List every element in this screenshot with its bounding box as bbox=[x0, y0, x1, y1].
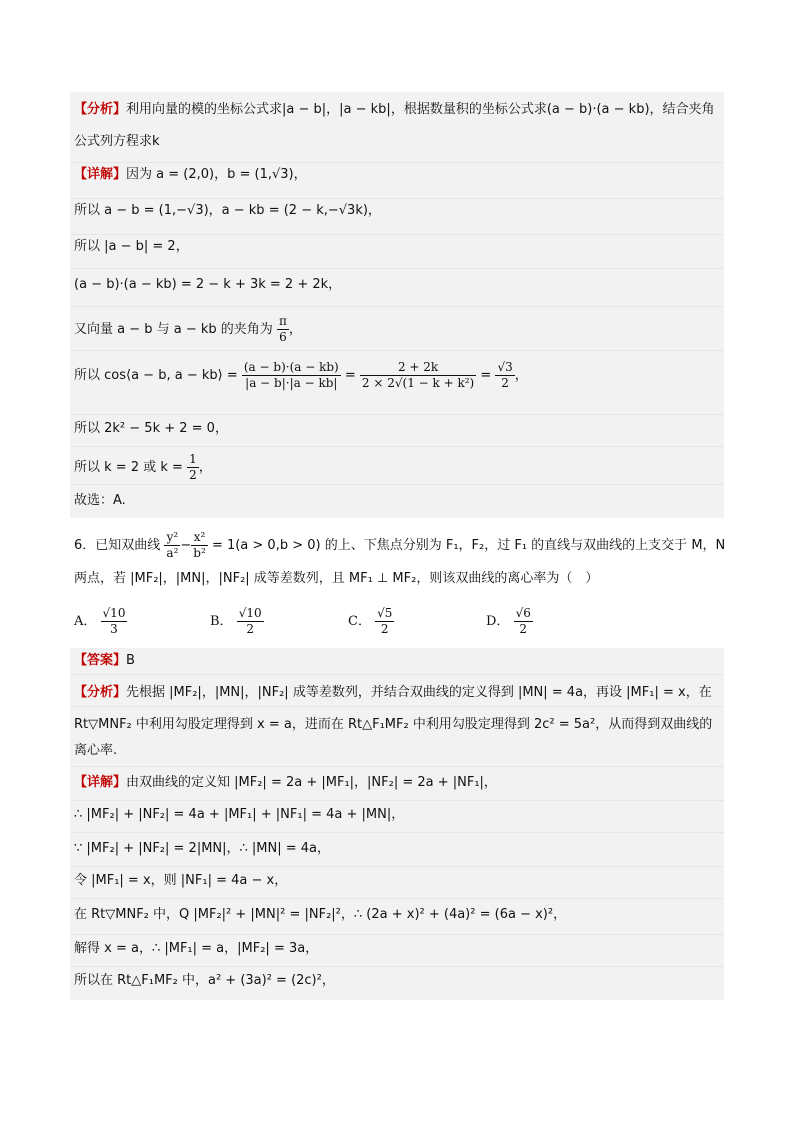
detail-text: 由双曲线的定义知 |MF₂| = 2a + |MF₁|，|NF₂| = 2a + |NF₁|， bbox=[126, 775, 497, 790]
answer-tag: 【答案】 bbox=[74, 653, 127, 668]
fraction bbox=[187, 452, 199, 483]
detail-line-3 bbox=[74, 840, 722, 858]
detail-line-7 bbox=[74, 972, 722, 990]
denominator: 2 bbox=[380, 622, 389, 636]
answer-value: B bbox=[126, 653, 135, 668]
detail-text: 所以在 Rt△F₁MF₂ 中，a² + (3a)² = (2c)²， bbox=[74, 973, 335, 988]
detail-text: (a − b)·(a − kb) = 2 − k + 3k = 2 + 2k， bbox=[74, 277, 342, 292]
divider bbox=[70, 674, 724, 675]
option-c[interactable] bbox=[348, 606, 394, 637]
numerator: 2 + 2k bbox=[360, 360, 476, 376]
detail-line-2 bbox=[74, 806, 722, 824]
fraction bbox=[495, 360, 514, 391]
denominator: 2 bbox=[189, 468, 197, 482]
detail-line-4 bbox=[74, 276, 722, 294]
option-label: D． bbox=[486, 614, 510, 629]
fraction bbox=[277, 314, 289, 345]
analysis-text: Rt▽MNF₂ 中利用勾股定理得到 x = a，进而在 Rt△F₁MF₂ 中利用勾股定理得到 2c² = 5a²，从而得到双曲线的 bbox=[74, 717, 713, 732]
numerator: √6 bbox=[515, 606, 531, 620]
analysis-line-1 bbox=[74, 684, 722, 702]
denominator: 3 bbox=[110, 622, 118, 636]
detail-text: 故选：A. bbox=[74, 493, 126, 508]
divider bbox=[70, 898, 724, 899]
detail-line-6: 所以 cos⟨a − b, a − kb⟩ = $\frac{(a - b)\cdot(a - kb)}{|a - b|\cdot|a - kb|}$ = $\frac{2 + 2k}{\text{2 × 2√(1 − k + k²)}}$ = $\frac{√3}{2}$ ， bbox=[74, 360, 528, 390]
detail-text: 令 |MF₁| = x，则 |NF₁| = 4a − x， bbox=[74, 873, 288, 888]
analysis-text: 先根据 |MF₂|，|MN|，|NF₂| 成等差数列，并结合双曲线的定义得到 |MN| = 4a，再设 |MF₁| = x，在 bbox=[126, 685, 712, 700]
divider bbox=[70, 234, 724, 235]
answer-line bbox=[74, 652, 722, 670]
divider bbox=[70, 706, 724, 707]
divider bbox=[70, 198, 724, 199]
detail-line-8: 所以 k = 2 或 k = $\frac{1}{2}$ ， bbox=[74, 452, 212, 482]
analysis-line-3 bbox=[74, 742, 722, 760]
numerator: √10 bbox=[238, 606, 262, 620]
divider bbox=[70, 832, 724, 833]
denominator: |a − b|·|a − kb| bbox=[245, 376, 338, 390]
detail-text: 所以 cos⟨a − b, a − kb⟩ = bbox=[74, 368, 238, 383]
fraction bbox=[514, 606, 533, 637]
fraction bbox=[237, 606, 264, 637]
analysis-text: 公式列方程求k bbox=[74, 134, 160, 149]
equals: = bbox=[480, 368, 492, 383]
fraction bbox=[375, 606, 394, 637]
denominator: 2 bbox=[519, 622, 528, 636]
numerator: (a − b)·(a − kb) bbox=[243, 360, 339, 374]
minus-sign: − bbox=[180, 538, 192, 553]
fraction bbox=[242, 360, 341, 391]
detail-text: 又向量 a − b 与 a − kb 的夹角为 bbox=[74, 322, 273, 337]
option-label: B． bbox=[210, 614, 233, 629]
fraction bbox=[360, 360, 476, 391]
detail-text: 所以 |a − b| = 2， bbox=[74, 239, 189, 254]
detail-line-1 bbox=[74, 774, 722, 792]
option-a[interactable] bbox=[74, 606, 127, 637]
denominator: b² bbox=[193, 546, 206, 560]
option-label: C． bbox=[348, 614, 371, 629]
denominator: 2 × 2√(1 − k + k²) bbox=[361, 376, 475, 390]
detail-line-6 bbox=[74, 940, 722, 958]
divider bbox=[70, 162, 724, 163]
option-b[interactable] bbox=[210, 606, 264, 637]
denominator: 6 bbox=[279, 330, 287, 344]
detail-text: 所以 k = 2 或 k = bbox=[74, 460, 183, 475]
detail-line-5: 又向量 a − b 与 a − kb 的夹角为 $\frac{\pi}{6}$ ， bbox=[74, 314, 302, 344]
analysis-tag: 【分析】 bbox=[74, 685, 127, 700]
fraction bbox=[164, 530, 180, 561]
detail-text: ∴ |MF₂| + |NF₂| = 4a + |MF₁| + |NF₁| = 4a + |MN|， bbox=[74, 807, 405, 822]
divider bbox=[70, 268, 724, 269]
denominator: a² bbox=[166, 546, 179, 560]
analysis-text: 利用向量的模的坐标公式求|a − b|，|a − kb|，根据数量积的坐标公式求(a − b)·(a − kb)，结合夹角 bbox=[126, 102, 715, 117]
detail-line-1 bbox=[74, 166, 722, 184]
question-6-line-1 bbox=[74, 530, 726, 561]
detail-line-2 bbox=[74, 202, 722, 220]
divider bbox=[70, 966, 724, 967]
numerator: π bbox=[278, 314, 287, 328]
detail-line-4 bbox=[74, 872, 722, 890]
fraction bbox=[191, 530, 208, 561]
detail-line-7 bbox=[74, 420, 722, 438]
question-text: 6．已知双曲线 bbox=[74, 538, 161, 553]
analysis-line-2 bbox=[74, 716, 722, 734]
detail-text: 因为 a = (2,0)，b = (1,√3)， bbox=[126, 167, 307, 182]
detail-text: 所以 2k² − 5k + 2 = 0， bbox=[74, 421, 228, 436]
divider bbox=[70, 306, 724, 307]
divider bbox=[70, 866, 724, 867]
detail-line-3 bbox=[74, 238, 722, 256]
divider bbox=[70, 766, 724, 767]
option-label: A． bbox=[74, 614, 97, 629]
detail-text: ∵ |MF₂| + |NF₂| = 2|MN|，∴ |MN| = 4a， bbox=[74, 841, 331, 856]
analysis-tag: 【分析】 bbox=[74, 102, 127, 117]
question-6-line-2 bbox=[74, 570, 722, 588]
divider bbox=[70, 446, 724, 447]
analysis-line-1 bbox=[74, 101, 722, 119]
equals: = bbox=[344, 368, 356, 383]
numerator: √5 bbox=[377, 606, 393, 620]
denominator: 2 bbox=[501, 376, 509, 390]
divider bbox=[70, 414, 724, 415]
detail-text: 在 Rt▽MNF₂ 中，Q |MF₂|² + |MN|² = |NF₂|²，∴ (2a + x)² + (4a)² = (6a − x)²， bbox=[74, 907, 567, 922]
question-text: 两点，若 |MF₂|，|MN|，|NF₂| 成等差数列，且 MF₁ ⊥ MF₂，则该双曲线的离心率为（ ） bbox=[74, 571, 599, 586]
analysis-text: 离心率. bbox=[74, 743, 118, 758]
numerator: 1 bbox=[189, 452, 197, 466]
question-text: = 1(a > 0,b > 0) 的上、下焦点分别为 F₁，F₂，过 F₁ 的直线与双曲线的上支交于 M，N bbox=[211, 538, 726, 553]
fraction bbox=[101, 606, 128, 637]
divider bbox=[70, 800, 724, 801]
denominator: 2 bbox=[246, 622, 254, 636]
divider bbox=[70, 484, 724, 485]
analysis-line-2 bbox=[74, 133, 722, 151]
detail-text: 所以 a − b = (1,−√3)，a − kb = (2 − k,−√3k)， bbox=[74, 203, 381, 218]
option-d[interactable] bbox=[486, 606, 533, 637]
numerator: y² bbox=[164, 530, 180, 546]
numerator: x² bbox=[191, 530, 208, 546]
detail-tag: 【详解】 bbox=[74, 167, 127, 182]
divider bbox=[70, 350, 724, 351]
detail-line-5 bbox=[74, 906, 722, 924]
detail-tag: 【详解】 bbox=[74, 775, 127, 790]
numerator: √10 bbox=[102, 606, 126, 620]
numerator: √3 bbox=[497, 360, 513, 374]
detail-text: 解得 x = a，∴ |MF₁| = a，|MF₂| = 3a， bbox=[74, 941, 319, 956]
detail-line-9 bbox=[74, 492, 722, 510]
divider bbox=[70, 934, 724, 935]
